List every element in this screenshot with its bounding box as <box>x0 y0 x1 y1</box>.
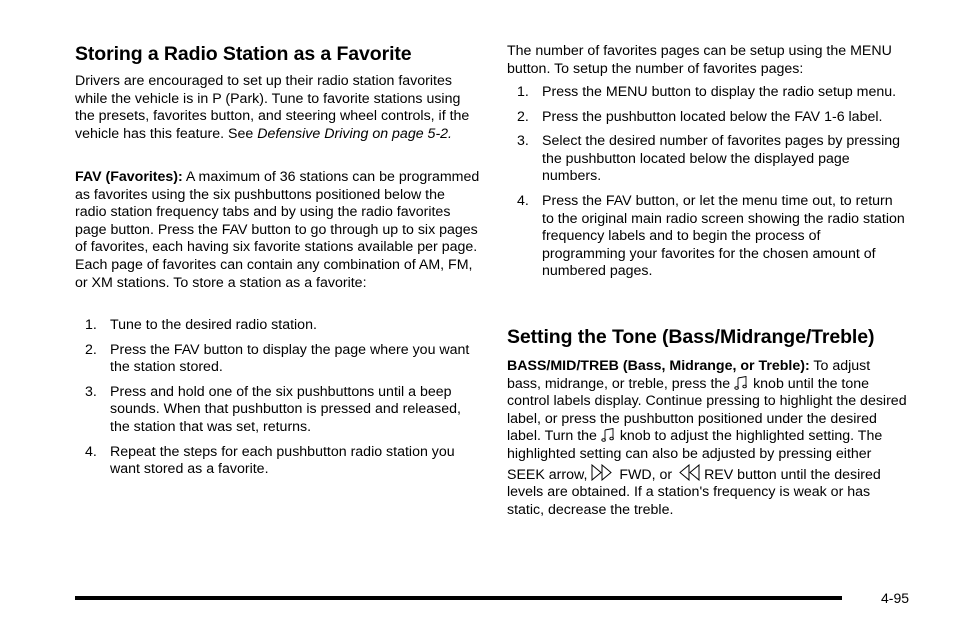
tone-label: BASS/MID/TREB (Bass, Midrange, or Treble): <box>507 358 810 374</box>
pages-steps-list <box>507 84 907 281</box>
cross-reference-link: Defensive Driving on page 5-2. <box>257 125 452 142</box>
list-item: 4. Repeat the steps for each pushbutton radio station you want stored as a favorite. <box>85 443 455 478</box>
pages-intro-paragraph: The number of favorites pages can be setup using the MENU button. To setup the number of favorites pages: <box>507 43 892 77</box>
music-note-icon <box>734 376 749 390</box>
list-item: 3. Select the desired number of favorites pages by pressing the pushbutton located below the displayed page numbers. <box>517 133 901 185</box>
music-note-icon <box>601 428 616 442</box>
list-item: 4. Press the FAV button, or let the menu time out, to return to the original main radio screen showing the radio station frequency labels and to begin the process of programming your favorites for the chosen amount of numbered pages. <box>517 192 905 280</box>
list-item: 3. Press and hold one of the six pushbuttons until a beep sounds. When that pushbutton is pressed and released, the station that was set, returns. <box>85 383 461 435</box>
section-heading-tone: Setting the Tone (Bass/Midrange/Treble) <box>507 326 875 348</box>
seek-reverse-icon <box>676 464 700 481</box>
fav-text: A maximum of 36 stations can be programmed as favorites using the six pushbuttons positioned below the radio station frequency tabs and by using the radio favorites page button. Press the FAV button to go through up to six pages of favorites, each having six favorite stations available per page. Each page of favorites can contain any combination of AM, FM, or XM stations. To store a station as a favorite: <box>75 169 480 291</box>
fav-paragraph <box>75 169 480 292</box>
intro-text: Drivers are encouraged to set up their radio station favorites while the vehicle is in P (Park). Tune to favorite stations using the presets, favorites button, and steering wheel controls, if the vehicle has this feature. See <box>75 73 470 142</box>
section-heading-favorite: Storing a Radio Station as a Favorite <box>75 43 412 65</box>
list-item: 1. Press the MENU button to display the radio setup menu. <box>517 84 897 100</box>
list-item: 2. Press the pushbutton located below the FAV 1-6 label. <box>517 108 883 125</box>
list-item: 1. Tune to the desired radio station. <box>85 317 317 333</box>
fav-label: FAV (Favorites): <box>75 169 183 185</box>
footer-rule <box>75 596 842 600</box>
seek-forward-icon <box>591 464 615 481</box>
favorite-steps-list <box>75 317 480 479</box>
tone-paragraph: BASS/MID/TREB (Bass, Midrange, or Treble): To adjust bass, midrange, or treble, press the knob until the tone control labels display. Continue pressing to highlight the desired label, or press the pushbutton positioned under the desired label. Turn the knob to adjust the highlighted setting. The highlighted setting can also be adjusted by pressing either SEEK arrow, FWD, or REV button until the desired levels are obtained. If a station's frequency is weak or has static, decrease the treble. <box>507 358 907 518</box>
page-number: 4-95 <box>881 590 910 606</box>
intro-paragraph <box>75 73 480 143</box>
list-item: 2. Press the FAV button to display the page where you want the station stored. <box>85 341 470 376</box>
